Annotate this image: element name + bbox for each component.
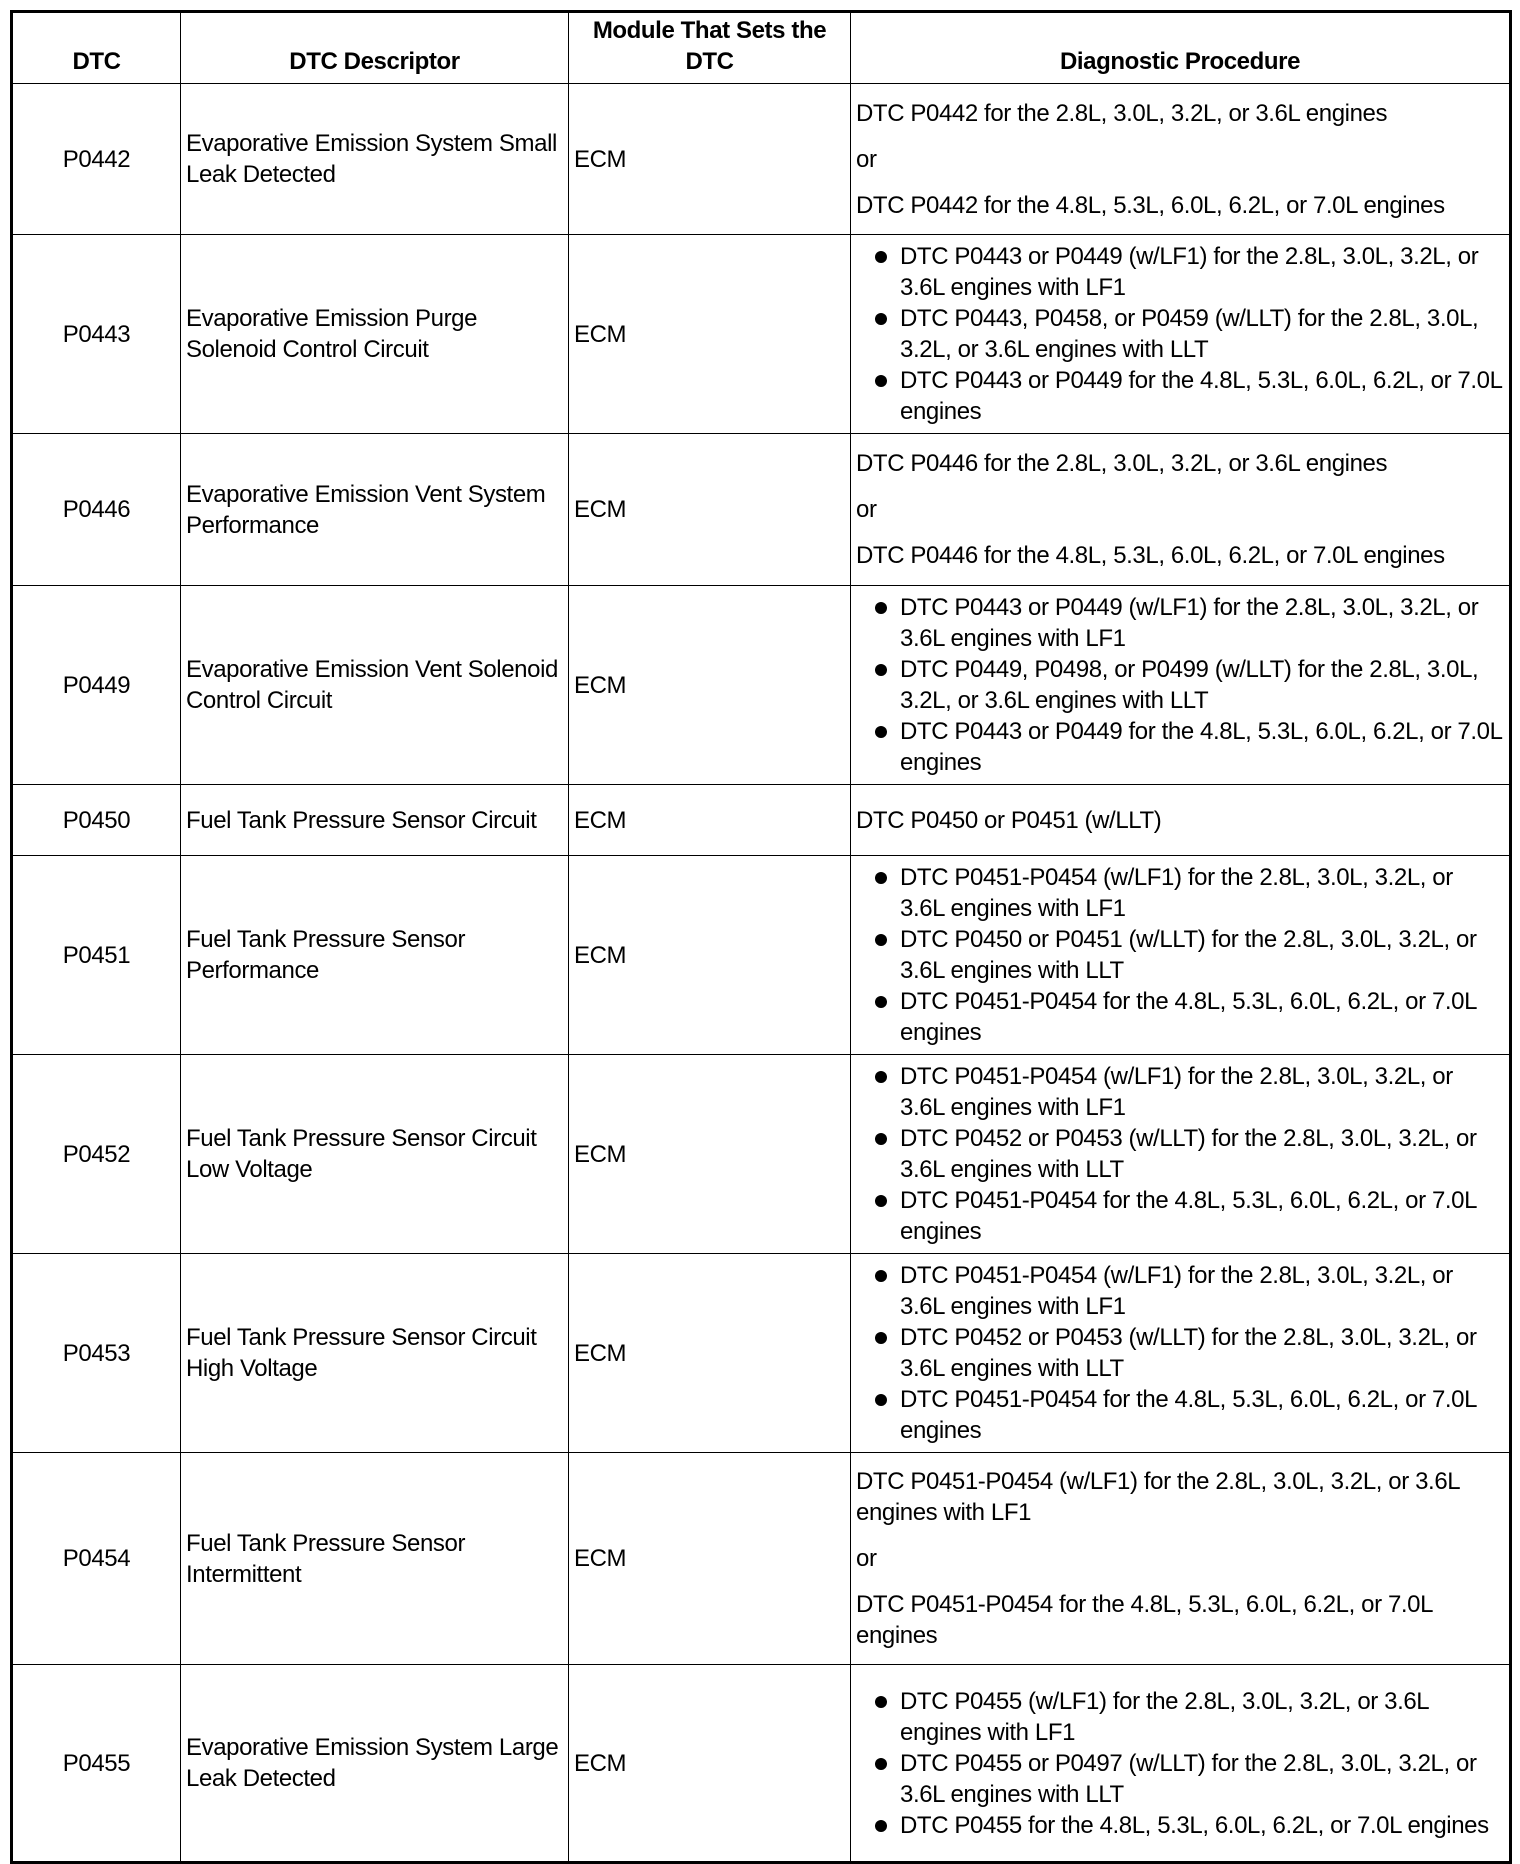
procedure-link-text[interactable]: DTC P0451-P0454 (w/LF1) for the 2.8L, 3.0L, 3.2L, or 3.6L engines with LF1 (900, 1262, 1453, 1320)
module: ECM (569, 1055, 851, 1254)
procedure-link-text[interactable]: DTC P0443 or P0449 (w/LF1) for the 2.8L, 3.0L, 3.2L, or 3.6L engines with LF1 (900, 243, 1479, 301)
table-row (12, 84, 1511, 235)
procedure-item (856, 365, 1503, 427)
diagnostic-procedure (851, 1453, 1511, 1665)
dtc-code: P0442 (12, 84, 181, 235)
bullet-icon (875, 1394, 887, 1406)
procedure-link-text[interactable]: DTC P0451-P0454 for the 4.8L, 5.3L, 6.0L, 6.2L, or 7.0L engines (900, 1187, 1477, 1245)
header-procedure: Diagnostic Procedure (851, 12, 1511, 84)
diagnostic-procedure (851, 1254, 1511, 1453)
bullet-icon (875, 1071, 887, 1083)
procedure-link-text[interactable]: DTC P0452 or P0453 (w/LLT) for the 2.8L, 3.0L, 3.2L, or 3.6L engines with LLT (900, 1125, 1477, 1183)
dtc-code: P0454 (12, 1453, 181, 1665)
table-row (12, 785, 1511, 856)
procedure-item (856, 1061, 1503, 1123)
diagnostic-procedure (851, 586, 1511, 785)
header-module: Module That Sets the DTC (569, 12, 851, 84)
procedure-item (856, 592, 1503, 654)
procedure-item (856, 241, 1503, 303)
dtc-code: P0452 (12, 1055, 181, 1254)
procedure-item (856, 1686, 1503, 1748)
procedure-item (856, 303, 1503, 365)
diagnostic-procedure (851, 1055, 1511, 1254)
procedure-item (856, 986, 1503, 1048)
table-row (12, 856, 1511, 1055)
dtc-descriptor: Fuel Tank Pressure Sensor Circuit High Voltage (181, 1254, 569, 1453)
dtc-descriptor: Evaporative Emission Vent Solenoid Control Circuit (181, 586, 569, 785)
bullet-icon (875, 251, 887, 263)
diagnostic-procedure (851, 84, 1511, 235)
procedure-item (856, 654, 1503, 716)
procedure-text: or (856, 145, 877, 173)
table-row (12, 434, 1511, 586)
bullet-icon (875, 1820, 887, 1832)
dtc-descriptor: Fuel Tank Pressure Sensor Circuit (181, 785, 569, 856)
procedure-item (856, 924, 1503, 986)
bullet-icon (875, 1270, 887, 1282)
procedure-item (856, 1123, 1503, 1185)
header-dtc: DTC (12, 12, 181, 84)
module: ECM (569, 1254, 851, 1453)
dtc-descriptor: Fuel Tank Pressure Sensor Performance (181, 856, 569, 1055)
header-descriptor: DTC Descriptor (181, 12, 569, 84)
bullet-icon (875, 375, 887, 387)
procedure-item (856, 1810, 1503, 1841)
procedure-list (856, 241, 1503, 427)
table-row (12, 1665, 1511, 1863)
procedure-text[interactable]: DTC P0442 for the 2.8L, 3.0L, 3.2L, or 3.6L engines (856, 99, 1388, 127)
procedure-text[interactable]: DTC P0450 or P0451 (w/LLT) (856, 806, 1162, 834)
procedure-list (856, 862, 1503, 1048)
bullet-icon (875, 996, 887, 1008)
module: ECM (569, 1453, 851, 1665)
procedure-link-text[interactable]: DTC P0452 or P0453 (w/LLT) for the 2.8L, 3.0L, 3.2L, or 3.6L engines with LLT (900, 1324, 1477, 1382)
table-row (12, 235, 1511, 434)
procedure-link-text[interactable]: DTC P0451-P0454 (w/LF1) for the 2.8L, 3.0L, 3.2L, or 3.6L engines with LF1 (900, 864, 1453, 922)
procedure-link-text[interactable]: DTC P0455 or P0497 (w/LLT) for the 2.8L, 3.0L, 3.2L, or 3.6L engines with LLT (900, 1749, 1477, 1808)
bullet-icon (875, 664, 887, 676)
procedure-item (856, 716, 1503, 778)
procedure-link-text[interactable]: DTC P0443 or P0449 for the 4.8L, 5.3L, 6.0L, 6.2L, or 7.0L engines (900, 367, 1502, 425)
bullet-icon (875, 872, 887, 884)
procedure-link-text[interactable]: DTC P0451-P0454 (w/LF1) for the 2.8L, 3.0L, 3.2L, or 3.6L engines with LF1 (900, 1063, 1453, 1121)
procedure-link-text[interactable]: DTC P0443 or P0449 for the 4.8L, 5.3L, 6.0L, 6.2L, or 7.0L engines (900, 718, 1502, 776)
diagnostic-procedure (851, 434, 1511, 586)
procedure-item (856, 1260, 1503, 1322)
diagnostic-procedure (851, 1665, 1511, 1863)
module: ECM (569, 1665, 851, 1863)
procedure-link-text[interactable]: DTC P0443, P0458, or P0459 (w/LLT) for the 2.8L, 3.0L, 3.2L, or 3.6L engines with LLT (900, 305, 1479, 363)
procedure-text: or (856, 496, 877, 523)
procedure-list (856, 592, 1503, 778)
dtc-descriptor: Evaporative Emission System Small Leak Detected (181, 84, 569, 235)
procedure-text[interactable]: DTC P0451-P0454 for the 4.8L, 5.3L, 6.0L, 6.2L, or 7.0L engines (856, 1591, 1433, 1649)
dtc-code: P0455 (12, 1665, 181, 1863)
bullet-icon (875, 934, 887, 946)
procedure-text[interactable]: DTC P0446 for the 2.8L, 3.0L, 3.2L, or 3.6L engines (856, 450, 1388, 477)
procedure-list (856, 1686, 1503, 1841)
bullet-icon (875, 313, 887, 325)
procedure-item (856, 1748, 1503, 1810)
procedure-link-text[interactable]: DTC P0449, P0498, or P0499 (w/LLT) for the 2.8L, 3.0L, 3.2L, or 3.6L engines with LLT (900, 656, 1479, 714)
bullet-icon (875, 1332, 887, 1344)
procedure-link-text[interactable]: DTC P0450 or P0451 (w/LLT) for the 2.8L, 3.0L, 3.2L, or 3.6L engines with LLT (900, 926, 1477, 984)
diagnostic-procedure (851, 235, 1511, 434)
procedure-item (856, 862, 1503, 924)
header-row (12, 12, 1511, 84)
procedure-item (856, 1322, 1503, 1384)
dtc-code: P0443 (12, 235, 181, 434)
procedure-link-text[interactable]: DTC P0451-P0454 for the 4.8L, 5.3L, 6.0L, 6.2L, or 7.0L engines (900, 988, 1477, 1046)
procedure-list (856, 1260, 1503, 1446)
table-row (12, 1055, 1511, 1254)
module: ECM (569, 586, 851, 785)
dtc-code: P0450 (12, 785, 181, 856)
procedure-list (856, 1061, 1503, 1247)
module: ECM (569, 434, 851, 586)
table-row (12, 1453, 1511, 1665)
procedure-link-text[interactable]: DTC P0451-P0454 for the 4.8L, 5.3L, 6.0L, 6.2L, or 7.0L engines (900, 1386, 1477, 1444)
procedure-link-text[interactable]: DTC P0443 or P0449 (w/LF1) for the 2.8L, 3.0L, 3.2L, or 3.6L engines with LF1 (900, 594, 1479, 652)
procedure-text[interactable]: DTC P0442 for the 4.8L, 5.3L, 6.0L, 6.2L, or 7.0L engines (856, 191, 1445, 219)
procedure-text: or (856, 1545, 877, 1572)
bullet-icon (875, 1133, 887, 1145)
dtc-descriptor: Evaporative Emission System Large Leak Detected (181, 1665, 569, 1863)
dtc-code: P0453 (12, 1254, 181, 1453)
dtc-code: P0449 (12, 586, 181, 785)
bullet-icon (875, 1758, 887, 1770)
procedure-item (856, 1185, 1503, 1247)
dtc-code: P0451 (12, 856, 181, 1055)
procedure-link-text[interactable]: DTC P0455 for the 4.8L, 5.3L, 6.0L, 6.2L, or 7.0L engines (900, 1811, 1489, 1839)
bullet-icon (875, 1195, 887, 1207)
dtc-descriptor: Fuel Tank Pressure Sensor Circuit Low Voltage (181, 1055, 569, 1254)
module: ECM (569, 856, 851, 1055)
table-row (12, 1254, 1511, 1453)
diagnostic-procedure (851, 785, 1511, 856)
bullet-icon (875, 726, 887, 738)
procedure-text[interactable]: DTC P0446 for the 4.8L, 5.3L, 6.0L, 6.2L, or 7.0L engines (856, 542, 1445, 569)
module: ECM (569, 235, 851, 434)
dtc-descriptor: Evaporative Emission Purge Solenoid Control Circuit (181, 235, 569, 434)
procedure-link-text[interactable]: DTC P0455 (w/LF1) for the 2.8L, 3.0L, 3.2L, or 3.6L engines with LF1 (900, 1687, 1429, 1746)
dtc-code: P0446 (12, 434, 181, 586)
dtc-table (10, 10, 1512, 1864)
bullet-icon (875, 1696, 887, 1708)
module: ECM (569, 785, 851, 856)
bullet-icon (875, 602, 887, 614)
dtc-descriptor: Evaporative Emission Vent System Performance (181, 434, 569, 586)
diagnostic-procedure (851, 856, 1511, 1055)
procedure-item (856, 1384, 1503, 1446)
procedure-text[interactable]: DTC P0451-P0454 (w/LF1) for the 2.8L, 3.0L, 3.2L, or 3.6L engines with LF1 (856, 1468, 1460, 1526)
module: ECM (569, 84, 851, 235)
dtc-descriptor: Fuel Tank Pressure Sensor Intermittent (181, 1453, 569, 1665)
table-row (12, 586, 1511, 785)
